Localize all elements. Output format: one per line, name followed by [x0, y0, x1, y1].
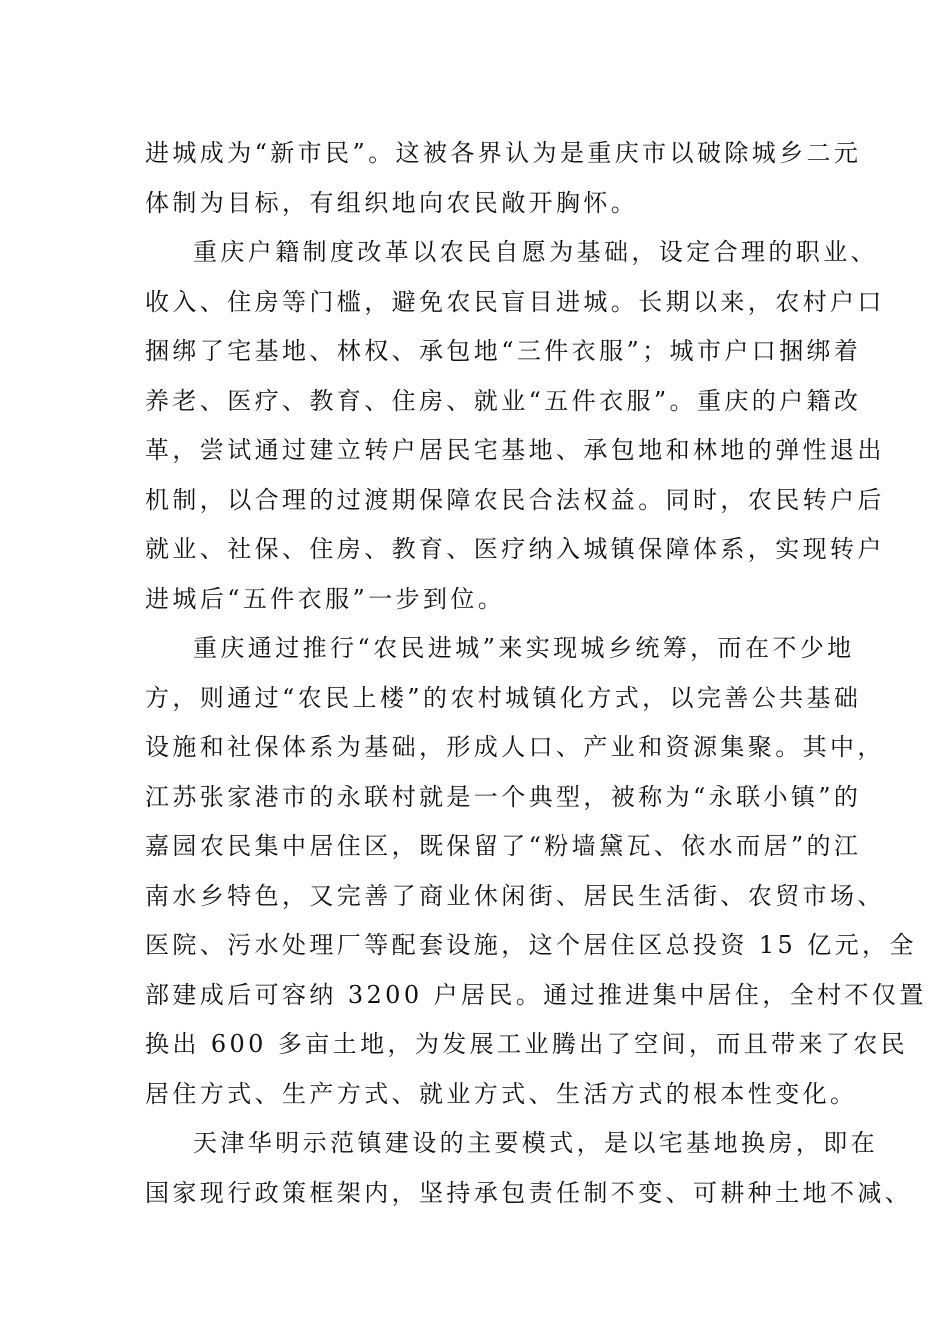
paragraph-line: 重庆通过推行“农民进城”来实现城乡统筹，而在不少地: [193, 634, 855, 662]
paragraph-line: 天津华明示范镇建设的主要模式，是以宅基地换房，即在: [193, 1129, 878, 1157]
paragraph-line: 革，尝试通过建立转户居民宅基地、承包地和林地的弹性退出: [145, 436, 885, 464]
paragraph-line: 江苏张家港市的永联村就是一个典型，被称为“永联小镇”的: [145, 782, 862, 811]
paragraph-2: [145, 228, 885, 624]
paragraph-line: 换出 600 多亩土地，为发展工业腾出了空间，而且带来了农民: [145, 1030, 909, 1058]
paragraph-line: 方，则通过“农民上楼”的农村城镇化方式，以完善公共基础: [145, 683, 862, 712]
paragraph-line: 进城后“五件衣服”一步到位。: [145, 584, 506, 613]
paragraph-line: 收入、住房等门槛，避免农民盲目进城。长期以来，农村户口: [145, 287, 885, 316]
paragraph-line: 就业、社保、住房、教育、医疗纳入城镇保障体系，实现转户: [145, 535, 885, 563]
document-body: [145, 129, 927, 1218]
paragraph-line: 嘉园农民集中居住区，既保留了“粉墙黛瓦、依水而居”的江: [145, 832, 862, 860]
paragraph-line: 机制，以合理的过渡期保障农民合法权益。同时，农民转户后: [145, 485, 885, 514]
paragraph-line: 体制为目标，有组织地向农民敞开胸怀。: [145, 188, 639, 217]
paragraph-4: [145, 1119, 913, 1218]
paragraph-line: 设施和社保体系为基础，形成人口、产业和资源集聚。其中，: [145, 733, 885, 761]
paragraph-line: 重庆户籍制度改革以农民自愿为基础，设定合理的职业、: [193, 238, 878, 266]
paragraph-line: 捆绑了宅基地、林权、承包地“三件衣服”；城市户口捆绑着: [145, 337, 862, 365]
paragraph-line: 进城成为“新市民”。这被各界认为是重庆市以破除城乡二元: [145, 139, 862, 167]
paragraph-line: 养老、医疗、教育、住房、就业“五件衣服”。重庆的户籍改: [145, 386, 862, 415]
paragraph-line: 居住方式、生产方式、就业方式、生活方式的根本性变化。: [145, 1079, 858, 1108]
paragraph-line: 医院、污水处理厂等配套设施，这个居住区总投资 15 亿元，全: [145, 931, 917, 959]
paragraph-3: [145, 624, 927, 1119]
paragraph-line: 部建成后可容纳 3200 户居民。通过推进集中居住，全村不仅置: [145, 980, 927, 1009]
paragraph-1: [145, 129, 862, 228]
paragraph-line: 南水乡特色，又完善了商业休闲街、居民生活街、农贸市场、: [145, 881, 885, 910]
paragraph-line: 国家现行政策框架内，坚持承包责任制不变、可耕种土地不减、: [145, 1178, 913, 1207]
